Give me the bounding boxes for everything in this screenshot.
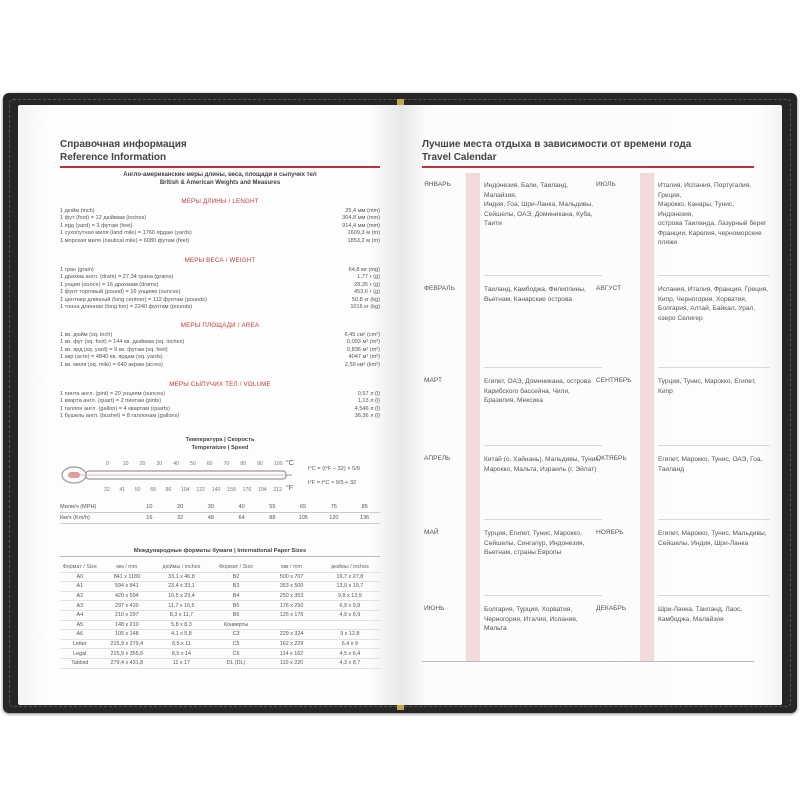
measure-definition: 1 фунт торговый (pound) = 16 унциям (ounces) (60, 289, 181, 296)
celsius-tick: 10 (122, 461, 129, 467)
destination-line: Кипр (658, 387, 673, 395)
left-destinations (484, 285, 602, 304)
paper-cell: 9,8 x 13,9 (338, 593, 362, 600)
speed-values-mph (134, 504, 380, 510)
paper-cell: Legal (73, 650, 87, 657)
measure-value: 50,8 кг (kg) (351, 296, 380, 303)
fahrenheit-tick: 176 (242, 487, 252, 493)
destination-line: Болгария, Алтай, Байкал, Урал, (658, 305, 756, 312)
speed-value-mph: 40 (238, 504, 245, 510)
paper-row (60, 601, 380, 611)
right-month-label: ОКТЯБРЬ (596, 455, 627, 462)
measure-row (60, 339, 380, 346)
measure-definition: 1 бушель англ. (bushel) = 8 галлонам (gallons) (60, 413, 180, 420)
left-month-label: ЯНВАРЬ (424, 181, 451, 188)
speed-value-mph: 85 (361, 504, 368, 510)
fahrenheit-tick: 86 (165, 487, 172, 493)
fahrenheit-tick: 104 (181, 487, 190, 493)
paper-cell: 353 x 500 (279, 583, 304, 590)
measure-value: 28,35 г (g) (354, 281, 380, 288)
fahrenheit-tick: 41 (119, 487, 126, 493)
speed-value-mph: 10 (146, 504, 153, 510)
measure-definition: 1 пинта англ. (pint) = 20 унциям (ounces) (60, 391, 165, 397)
calendar-bottom-rule (422, 661, 754, 662)
paper-cell: 841 x 1189 (113, 573, 140, 580)
month-divider (484, 367, 602, 368)
speed-value-kmh: 32 (177, 515, 184, 521)
paper-row (60, 621, 380, 631)
destination-line: Таити (484, 220, 502, 227)
paper-cell: A0 (76, 573, 84, 580)
paper-header-cell: мм / mm (281, 564, 302, 571)
paper-cell: 8,3 x 11,7 (169, 612, 194, 619)
paper-sizes-title: Международные форматы бумаги | International Paper Sizes (60, 548, 380, 557)
destination-line: Турция, Тунис, Марокко, Египет, (658, 378, 756, 385)
fahrenheit-tick: 122 (196, 487, 206, 493)
paper-cell: B3 (232, 583, 240, 590)
measure-value: 0,093 м² (m²) (346, 339, 380, 346)
left-month-label: ИЮНЬ (424, 605, 445, 612)
paper-row (60, 659, 380, 669)
paper-row (60, 640, 380, 650)
fahrenheit-tick: 32 (104, 487, 110, 493)
paper-cell: 8,5 x 11 (172, 641, 191, 648)
paper-cell: 4,9 x 6,9 (339, 612, 361, 619)
paper-cell: 594 x 841 (114, 583, 139, 590)
measure-value: 25,4 мм (mm) (345, 208, 380, 214)
right-month-label: СЕНТЯБРЬ (596, 377, 632, 384)
paper-cell: DL (DL) (226, 660, 246, 667)
left-destinations (484, 605, 602, 634)
month-divider (484, 519, 602, 520)
speed-value-kmh: 120 (329, 515, 339, 521)
paper-cell: 4,3 x 8,7 (339, 660, 361, 667)
paper-cell: 229 x 324 (279, 631, 304, 638)
paper-header-cell: дюймы / inches (162, 564, 201, 571)
destination-line: острова Таиланда, Лазурный берег (658, 220, 767, 227)
month-divider (484, 595, 602, 596)
destination-line: Египет, ОАЭ, Доминикана, острова (484, 378, 591, 385)
paper-cell: 105 x 148 (114, 631, 139, 638)
right-destinations (658, 529, 770, 548)
measure-definition: 1 морская миля (nautical mile) = 6080 футам (feet) (60, 237, 190, 244)
destination-line: Бразилия, Мексика (484, 397, 543, 404)
temperature-title-ru: Температура | Скорость (185, 437, 255, 443)
section-rows (60, 267, 380, 311)
paper-header-cell: дюймы / inches (330, 564, 369, 571)
month-divider (658, 367, 770, 368)
celsius-tick: 50 (190, 461, 196, 467)
fahrenheit-unit: °F (286, 485, 294, 492)
speed-label-kmh: Км/ч (Km/h) (60, 515, 90, 521)
fahrenheit-tick: 194 (258, 487, 267, 493)
paper-cell: 125 x 176 (279, 612, 304, 619)
paper-row (60, 611, 380, 621)
destination-line: озеро Селигер (658, 314, 703, 322)
paper-cell: 16,5 x 23,4 (168, 593, 195, 600)
destination-line: Индонезия, Бали, Таиланд, Малайзия, (484, 182, 569, 199)
paper-cell: 500 x 707 (279, 573, 304, 580)
destination-line: Турция, Египет, Тунис, Марокко, (484, 530, 582, 537)
title-rule (60, 166, 380, 168)
measure-definition: 1 кварта англ. (quart) = 2 пинтам (pints) (60, 398, 162, 405)
paper-cell: 114 x 162 (279, 650, 304, 657)
measure-row (60, 354, 380, 361)
paper-cell: 297 x 420 (114, 602, 139, 609)
destination-line: Египет, Марокко, Тунис, ОАЭ, Гоа, (658, 456, 763, 463)
destination-line: Сейшелы, ОАЭ, Доминикана, Куба, (484, 210, 593, 218)
month-band-left (466, 173, 480, 661)
paper-cell: A2 (76, 593, 84, 600)
paper-cell: B5 (232, 602, 240, 609)
celsius-tick: 40 (173, 461, 179, 467)
paper-row (60, 649, 380, 659)
page-title-ru: Справочная информация (60, 139, 187, 150)
measure-row (60, 406, 380, 413)
formula-celsius: t°C = (t°F − 32) × 5/9 (308, 466, 360, 472)
paper-cell: 6,4 x 9 (341, 641, 358, 648)
destination-line: Таиланд (658, 465, 685, 473)
measure-value: 304,8 мм (mm) (342, 215, 380, 222)
paper-header-row (60, 563, 380, 573)
speed-table (60, 502, 380, 524)
speed-value-mph: 65 (300, 504, 307, 510)
section-heading: МЕРЫ СЫПУЧИХ ТЕЛ / VOLUME (169, 381, 271, 388)
right-page (400, 105, 782, 705)
paper-cell: Конверты (223, 621, 249, 628)
fahrenheit-tick: 68 (150, 487, 156, 493)
left-destinations (484, 455, 602, 474)
measure-definition: 1 галлон англ. (gallon) = 4 квартам (quarts) (60, 405, 170, 412)
measure-value: 914,4 мм (mm) (342, 222, 380, 229)
measure-row (60, 289, 380, 296)
speed-values-kmh (134, 515, 380, 521)
measure-row (60, 230, 380, 237)
speed-value-mph: 30 (207, 504, 214, 510)
measure-row (60, 238, 380, 245)
measure-row (60, 362, 380, 369)
paper-cell: A5 (76, 621, 84, 628)
speed-value-kmh: 64 (238, 515, 245, 521)
section-heading: МЕРЫ ДЛИНЫ / LENGHT (181, 198, 259, 205)
measure-value: 1,13 л (l) (357, 398, 380, 405)
destination-line: Египет, Марокко, Тунис, Мальдивы, (658, 530, 767, 537)
left-month-label: МАРТ (424, 377, 443, 384)
speed-value-mph: 20 (177, 504, 184, 510)
travel-title-rule (422, 166, 754, 168)
measure-definition: 1 сухопутная миля (land mile) = 1760 ярдам (yards) (60, 230, 192, 237)
destination-line: Карибского бассейна, Чили, (484, 387, 570, 395)
destination-line: Болгария, Турция, Хорватия, (484, 606, 573, 613)
destination-line: Марокко, Канары, Тунис, Индонезия, (658, 201, 735, 218)
celsius-tick: 0 (106, 461, 109, 467)
destination-line: Вьетнам, страны Европы (484, 549, 562, 556)
celsius-tick: 60 (206, 461, 213, 467)
right-month-label: ДЕКАБРЬ (596, 605, 627, 612)
destination-line: Черногория, Италия, Испания, Мальта (484, 615, 578, 632)
destination-line: Индия, Гоа, Шри-Ланка, Мальдивы, (484, 201, 593, 208)
section-rows (60, 332, 380, 369)
paper-cell: Tabloid (71, 660, 89, 667)
speed-value-mph: 55 (269, 504, 276, 510)
page-title-en: Reference Information (60, 152, 167, 163)
left-month-label: МАЙ (424, 529, 439, 536)
measure-value: 36,36 л (l) (354, 413, 380, 420)
left-destinations (484, 529, 602, 558)
measure-row (60, 297, 380, 304)
measure-value: 0,57 л (l) (357, 391, 380, 397)
section-heading: МЕРЫ ПЛОЩАДИ / AREA (180, 322, 260, 329)
destination-line: Кипр, Черногория, Хорватия, (658, 295, 747, 303)
destination-line: Таиланд, Камбоджа, Филиппины, (484, 286, 586, 293)
celsius-unit: °C (286, 460, 294, 467)
right-month-label: НОЯБРЬ (596, 529, 624, 536)
right-destinations (658, 285, 770, 323)
paper-cell: B2 (232, 573, 240, 580)
measure-row (60, 304, 380, 311)
paper-cell: C3 (232, 631, 240, 638)
paper-cell: 6,9 x 9,8 (339, 602, 361, 609)
paper-cell: A3 (76, 602, 84, 609)
paper-cell: B6 (232, 612, 240, 619)
paper-cell: 420 x 594 (114, 593, 139, 600)
paper-row (60, 592, 380, 602)
right-destinations (658, 181, 770, 248)
section-rows (60, 208, 380, 245)
destination-line: пляжи (658, 239, 678, 246)
paper-header-cell: Формат / Size (218, 564, 254, 571)
paper-cell: C6 (232, 650, 240, 657)
section-rows (60, 391, 380, 421)
measure-definition: 1 унция (ounce) = 16 драхмам (drams) (60, 281, 159, 288)
right-month-label: АВГУСТ (596, 285, 622, 292)
month-divider (484, 275, 602, 276)
paper-row (60, 573, 380, 583)
destination-line: Камбоджа, Малайзия (658, 615, 724, 623)
left-month-label: АПРЕЛЬ (424, 455, 451, 462)
destination-line: Шри-Ланка, Таиланд, Лаос, (658, 606, 743, 613)
measure-definition: 1 дюйм (inch) (60, 208, 95, 214)
fahrenheit-tick: 212 (273, 487, 283, 493)
paper-cell: A6 (76, 631, 84, 638)
section-heading: МЕРЫ ВЕСА / WEIGHT (184, 257, 256, 264)
celsius-tick: 90 (257, 461, 263, 467)
celsius-tick: 30 (156, 461, 163, 467)
month-divider (658, 519, 770, 520)
celsius-tick: 100 (274, 461, 283, 467)
month-divider (658, 445, 770, 446)
measures-heading-ru: Англо-американские меры длины, веса, площади и сыпучих тел (123, 172, 317, 178)
temperature-title-en: Temperature | Speed (191, 445, 249, 451)
fahrenheit-tick: 140 (211, 487, 221, 493)
measure-row (60, 391, 380, 398)
paper-row (60, 582, 380, 592)
speed-value-kmh: 48 (207, 515, 214, 521)
paper-cell: 176 x 250 (279, 602, 304, 609)
left-destinations (484, 377, 602, 406)
measure-value: 1609,3 м (m) (347, 230, 380, 237)
measure-definition: 1 кв. миля (sq. mile) = 640 акрам (acres) (60, 361, 163, 368)
speed-value-kmh: 16 (146, 515, 153, 521)
paper-cell: 215,9 x 355,6 (110, 650, 144, 657)
paper-sizes-table (60, 563, 380, 669)
celsius-tick: 20 (139, 461, 146, 467)
right-destinations (658, 605, 770, 624)
paper-cell: 8,5 x 14 (171, 650, 192, 657)
paper-cell: 210 x 297 (114, 612, 139, 619)
measure-value: 4,546 л (l) (354, 405, 380, 412)
measure-definition: 1 кв. фут (sq. foot) = 144 кв. дюймам (sq. inches) (60, 339, 185, 346)
paper-cell: A4 (76, 612, 84, 619)
paper-cell: 33,1 x 46,8 (168, 573, 195, 580)
measure-value: 4047 м² (m²) (348, 354, 380, 361)
fahrenheit-tick: 158 (227, 487, 236, 493)
measure-definition: 1 драхма англ. (dram) = 27,34 грана (grains) (60, 274, 174, 281)
measure-value: 2,59 км² (km²) (344, 361, 380, 368)
measure-value: 1853,2 м (m) (347, 237, 380, 244)
right-destinations (658, 377, 770, 396)
paper-cell: 9 x 12,8 (340, 631, 360, 638)
destination-line: Сейшелы, Сингапур, Индонезия, (484, 539, 585, 547)
left-month-label: ФЕВРАЛЬ (424, 285, 455, 292)
paper-cell: 23,4 x 33,1 (168, 583, 195, 590)
left-destinations (484, 181, 602, 229)
measure-definition: 1 центнер длинный (long centner) = 112 фунтам (pounds) (60, 296, 207, 303)
measure-definition: 1 фут (foot) = 12 дюймам (inches) (60, 215, 147, 222)
measure-definition: 1 гран (grain) (60, 267, 94, 273)
paper-cell: 11,7 x 16,5 (168, 602, 195, 609)
destination-line: Франции, Карелия, черноморские (658, 229, 762, 237)
paper-cell: 5,8 x 8,3 (171, 621, 192, 628)
measure-definition: 1 кв. дюйм (sq. inch) (60, 332, 113, 338)
month-divider (658, 595, 770, 596)
measure-value: 6,45 см² (cm²) (344, 332, 380, 338)
paper-row (60, 630, 380, 640)
right-month-label: ИЮЛЬ (596, 181, 616, 188)
measure-definition: 1 акр (acre) = 4840 кв. ярдам (sq. yards) (60, 354, 163, 361)
destination-line: Сейшелы, Индия, Шри-Ланка (658, 539, 749, 547)
month-band-right (640, 173, 654, 661)
paper-header-cell: мм / mm (116, 564, 138, 571)
measure-value: 453,6 г (g) (354, 289, 380, 296)
month-divider (658, 275, 770, 276)
destination-line: Китай (о. Хайнань), Мальдивы, Тунис, (484, 456, 601, 463)
celsius-tick: 80 (240, 461, 247, 467)
destination-line: Италия, Испания, Португалия, Греция, (658, 182, 752, 199)
paper-cell: 215,9 x 279,4 (110, 641, 144, 648)
measure-definition: 1 кв. ярд (sq. yard) = 9 кв. футам (sq. feet) (60, 346, 168, 353)
paper-cell: 19,7 x 27,8 (336, 573, 364, 580)
measure-value: 0,836 м² (m²) (346, 346, 380, 353)
paper-cell: 110 x 220 (279, 660, 304, 667)
travel-title-ru: Лучшие места отдыха в зависимости от времени года (422, 139, 692, 150)
destination-line: Испания, Италия, Франция, Греция, (658, 286, 769, 293)
measures-heading-en: British & American Weights and Measures (159, 180, 281, 186)
paper-cell: 148 x 210 (114, 621, 139, 628)
paper-cell: 13,9 x 19,7 (336, 583, 364, 590)
paper-cell: A1 (76, 583, 84, 590)
paper-cell: Letter (72, 641, 87, 648)
paper-cell: 279,4 x 431,8 (110, 660, 144, 667)
measure-row (60, 215, 380, 222)
paper-cell: 250 x 353 (279, 593, 304, 600)
speed-value-kmh: 105 (298, 515, 308, 521)
speed-value-kmh: 88 (269, 515, 276, 521)
speed-label-mph: Мили/ч (MPH) (60, 504, 97, 510)
right-destinations (658, 455, 770, 474)
paper-cell: 11 x 17 (172, 660, 191, 667)
travel-title-en: Travel Calendar (422, 152, 497, 163)
measure-row (60, 347, 380, 354)
measure-row (60, 223, 380, 230)
celsius-tick: 70 (223, 461, 230, 467)
left-page (18, 105, 400, 705)
measure-value: 64,8 мг (mg) (348, 267, 380, 273)
paper-cell: B4 (232, 593, 240, 600)
paper-cell: 162 x 229 (279, 641, 304, 648)
measure-row (60, 413, 380, 420)
destination-line: Марокко, Мальта, Израиль (г. Эйлат) (484, 465, 597, 473)
paper-cell: 4,5 x 6,4 (339, 650, 361, 657)
paper-header-cell: Формат / Size (62, 564, 97, 571)
paper-cell: C5 (232, 641, 240, 648)
measure-definition: 1 тонна длинная (long ton) = 2240 фунтам (pounds) (60, 304, 193, 311)
formula-fahrenheit: t°F = t°C × 9/5 + 32 (308, 480, 357, 486)
measure-value: 1,77 г (g) (357, 274, 380, 281)
measure-value: 1016 кг (kg) (350, 304, 380, 311)
paper-cell: 4,1 x 5,8 (171, 631, 192, 638)
measure-definition: 1 ярд (yard) = 3 футам (feet) (60, 222, 133, 229)
measure-row (60, 274, 380, 281)
speed-value-kmh: 136 (359, 515, 370, 521)
measure-row (60, 267, 380, 274)
speed-value-mph: 75 (330, 504, 337, 510)
destination-line: Вьетнам, Канарские острова (484, 295, 573, 303)
fahrenheit-tick: 50 (134, 487, 141, 493)
month-divider (484, 445, 602, 446)
measure-row (60, 398, 380, 405)
speed-row-kmh (60, 513, 380, 524)
speed-row-mph (60, 502, 380, 513)
